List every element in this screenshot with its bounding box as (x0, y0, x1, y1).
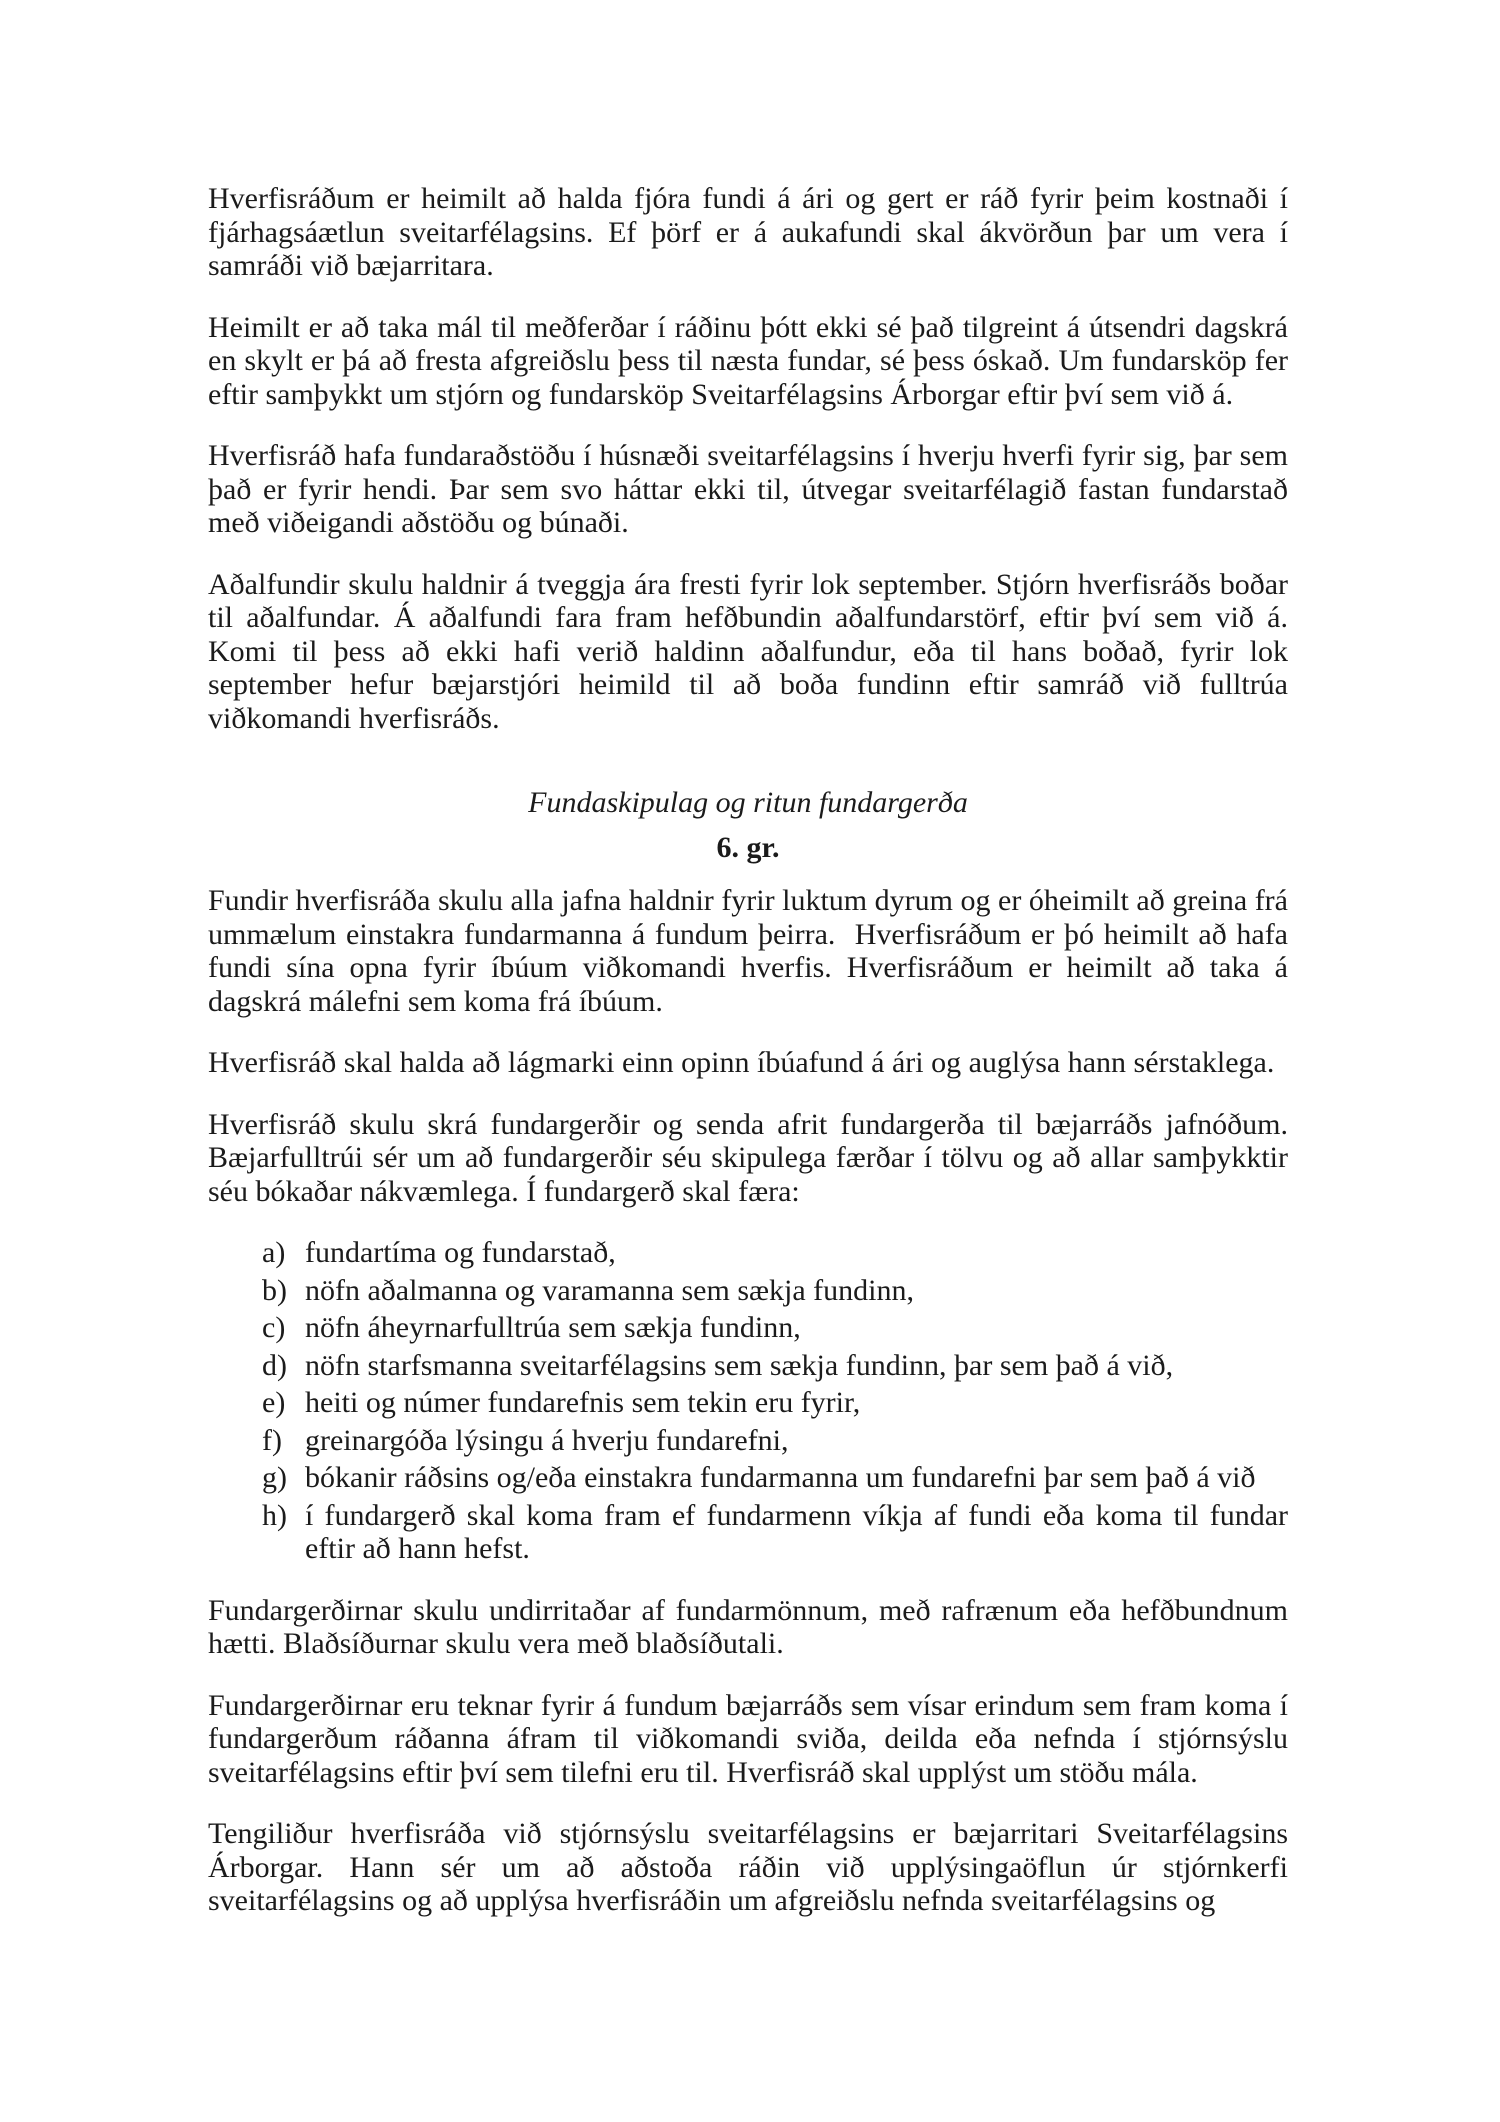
list-item-text: fundartíma og fundarstað, (305, 1236, 616, 1269)
list-item-text: heiti og númer fundarefnis sem tekin eru fyrir, (305, 1386, 861, 1419)
list-item-text: bókanir ráðsins og/eða einstakra fundarmanna um fundarefni þar sem það á við (305, 1461, 1256, 1494)
paragraph-annual-meetings: Aðalfundir skulu haldnir á tveggja ára fresti fyrir lok september. Stjórn hverfisráðs boðar til aðalfundar. Á aðalfundi fara fram hefðbundin aðalfundarstörf, eftir því sem við á. Komi til þess að ekki hafi verið haldinn aðalfundur, eða til hans boðað, fyrir lok september hefur bæjarstjóri heimild til að boða fundinn eftir samráð við fulltrúa viðkomandi hverfisráðs. (208, 567, 1288, 735)
list-marker: a) (262, 1236, 286, 1269)
paragraph-minutes-processing: Fundargerðirnar eru teknar fyrir á fundum bæjarráðs sem vísar erindum sem fram koma í fundargerðum ráðanna áfram til viðkomandi sviða, deilda eða nefnda í stjórnsýslu sveitarfélagsins eftir því sem tilefni eru til. Hverfisráð skal upplýst um stöðu mála. (208, 1688, 1288, 1789)
list-item (262, 1273, 1288, 1308)
list-item (262, 1423, 1288, 1458)
list-item (262, 1461, 1288, 1495)
section-heading (208, 780, 1288, 870)
list-item-text: greinargóða lýsingu á hverju fundarefni, (305, 1423, 789, 1457)
list-marker: g) (262, 1461, 287, 1494)
section-number: 6. gr. (716, 831, 780, 864)
paragraph-agenda-items: Heimilt er að taka mál til meðferðar í ráðinu þótt ekki sé það tilgreint á útsendri dagskrá en skylt er þá að fresta afgreiðslu þess til næsta fundar, sé þess óskað. Um fundarsköp fer eftir samþykkt um stjórn og fundarsköp Sveitarfélagsins Árborgar eftir því sem við á. (208, 310, 1288, 411)
paragraph-minutes-recording: Hverfisráð skulu skrá fundargerðir og senda afrit fundargerða til bæjarráðs jafnóðum. Bæjarfulltrúi sér um að fundargerðir séu skipulega færðar í tölvu og að allar samþykktir séu bókaðar nákvæmlega. Í fundargerð skal færa: (208, 1107, 1288, 1208)
paragraph-liaison: Tengiliður hverfisráða við stjórnsýslu sveitarfélagsins er bæjarritari Sveitarfélagsins Árborgar. Hann sér um að aðstoða ráðin við upplýsingaöflun úr stjórnkerfi sveitarfélagsins og að upplýsa hverfisráðin um afgreiðslu nefnda sveitarfélagsins og (208, 1817, 1288, 1917)
list-item (262, 1236, 1288, 1270)
list-item (262, 1498, 1288, 1566)
minutes-requirements-list (208, 1236, 1288, 1566)
paragraph-closed-meetings: Fundir hverfisráða skulu alla jafna haldnir fyrir luktum dyrum og er óheimilt að greina frá ummælum einstakra fundarmanna á fundum þeirra. Hverfisráðum er þó heimilt að hafa fundi sína opna fyrir íbúum viðkomandi hverfis. Hverfisráðum er heimilt að taka á dagskrá málefni sem koma frá íbúum. (208, 884, 1288, 1018)
list-item-text: nöfn starfsmanna sveitarfélagsins sem sækja fundinn, þar sem það á við, (305, 1348, 1174, 1382)
paragraph-minutes-signing: Fundargerðirnar skulu undirritaðar af fundarmönnum, með rafrænum eða hefðbundnum hætti. Blaðsíðurnar skulu vera með blaðsíðutali. (208, 1593, 1288, 1660)
list-item-text: nöfn áheyrnarfulltrúa sem sækja fundinn, (305, 1311, 801, 1344)
list-marker: h) (262, 1498, 287, 1532)
paragraph-meeting-facilities: Hverfisráð hafa fundaraðstöðu í húsnæði sveitarfélagsins í hverju hverfi fyrir sig, þar sem það er fyrir hendi. Þar sem svo háttar ekki til, útvegar sveitarfélagið fastan fundarstað með viðeigandi aðstöðu og búnaði. (208, 439, 1288, 539)
list-item (262, 1348, 1288, 1383)
list-item-text: nöfn aðalmanna og varamanna sem sækja fundinn, (305, 1273, 914, 1307)
list-item (262, 1386, 1288, 1420)
list-marker: b) (262, 1273, 287, 1307)
list-marker: f) (262, 1423, 282, 1457)
list-marker: d) (262, 1348, 287, 1382)
list-item-text: í fundargerð skal koma fram ef fundarmenn víkja af fundi eða koma til fundar eftir að hann hefst. (305, 1498, 1288, 1565)
list-item (262, 1311, 1288, 1345)
paragraph-meetings-per-year: Hverfisráðum er heimilt að halda fjóra fundi á ári og gert er ráð fyrir þeim kostnaði í fjárhagsáætlun sveitarfélagsins. Ef þörf er á aukafundi skal ákvörðun þar um vera í samráði við bæjarritara. (208, 182, 1288, 282)
list-marker: c) (262, 1311, 286, 1344)
section-title: Fundaskipulag og ritun fundargerða (528, 786, 968, 819)
paragraph-open-meeting: Hverfisráð skal halda að lágmarki einn opinn íbúafund á ári og auglýsa hann sérstaklega. (208, 1046, 1275, 1079)
list-marker: e) (262, 1386, 286, 1419)
